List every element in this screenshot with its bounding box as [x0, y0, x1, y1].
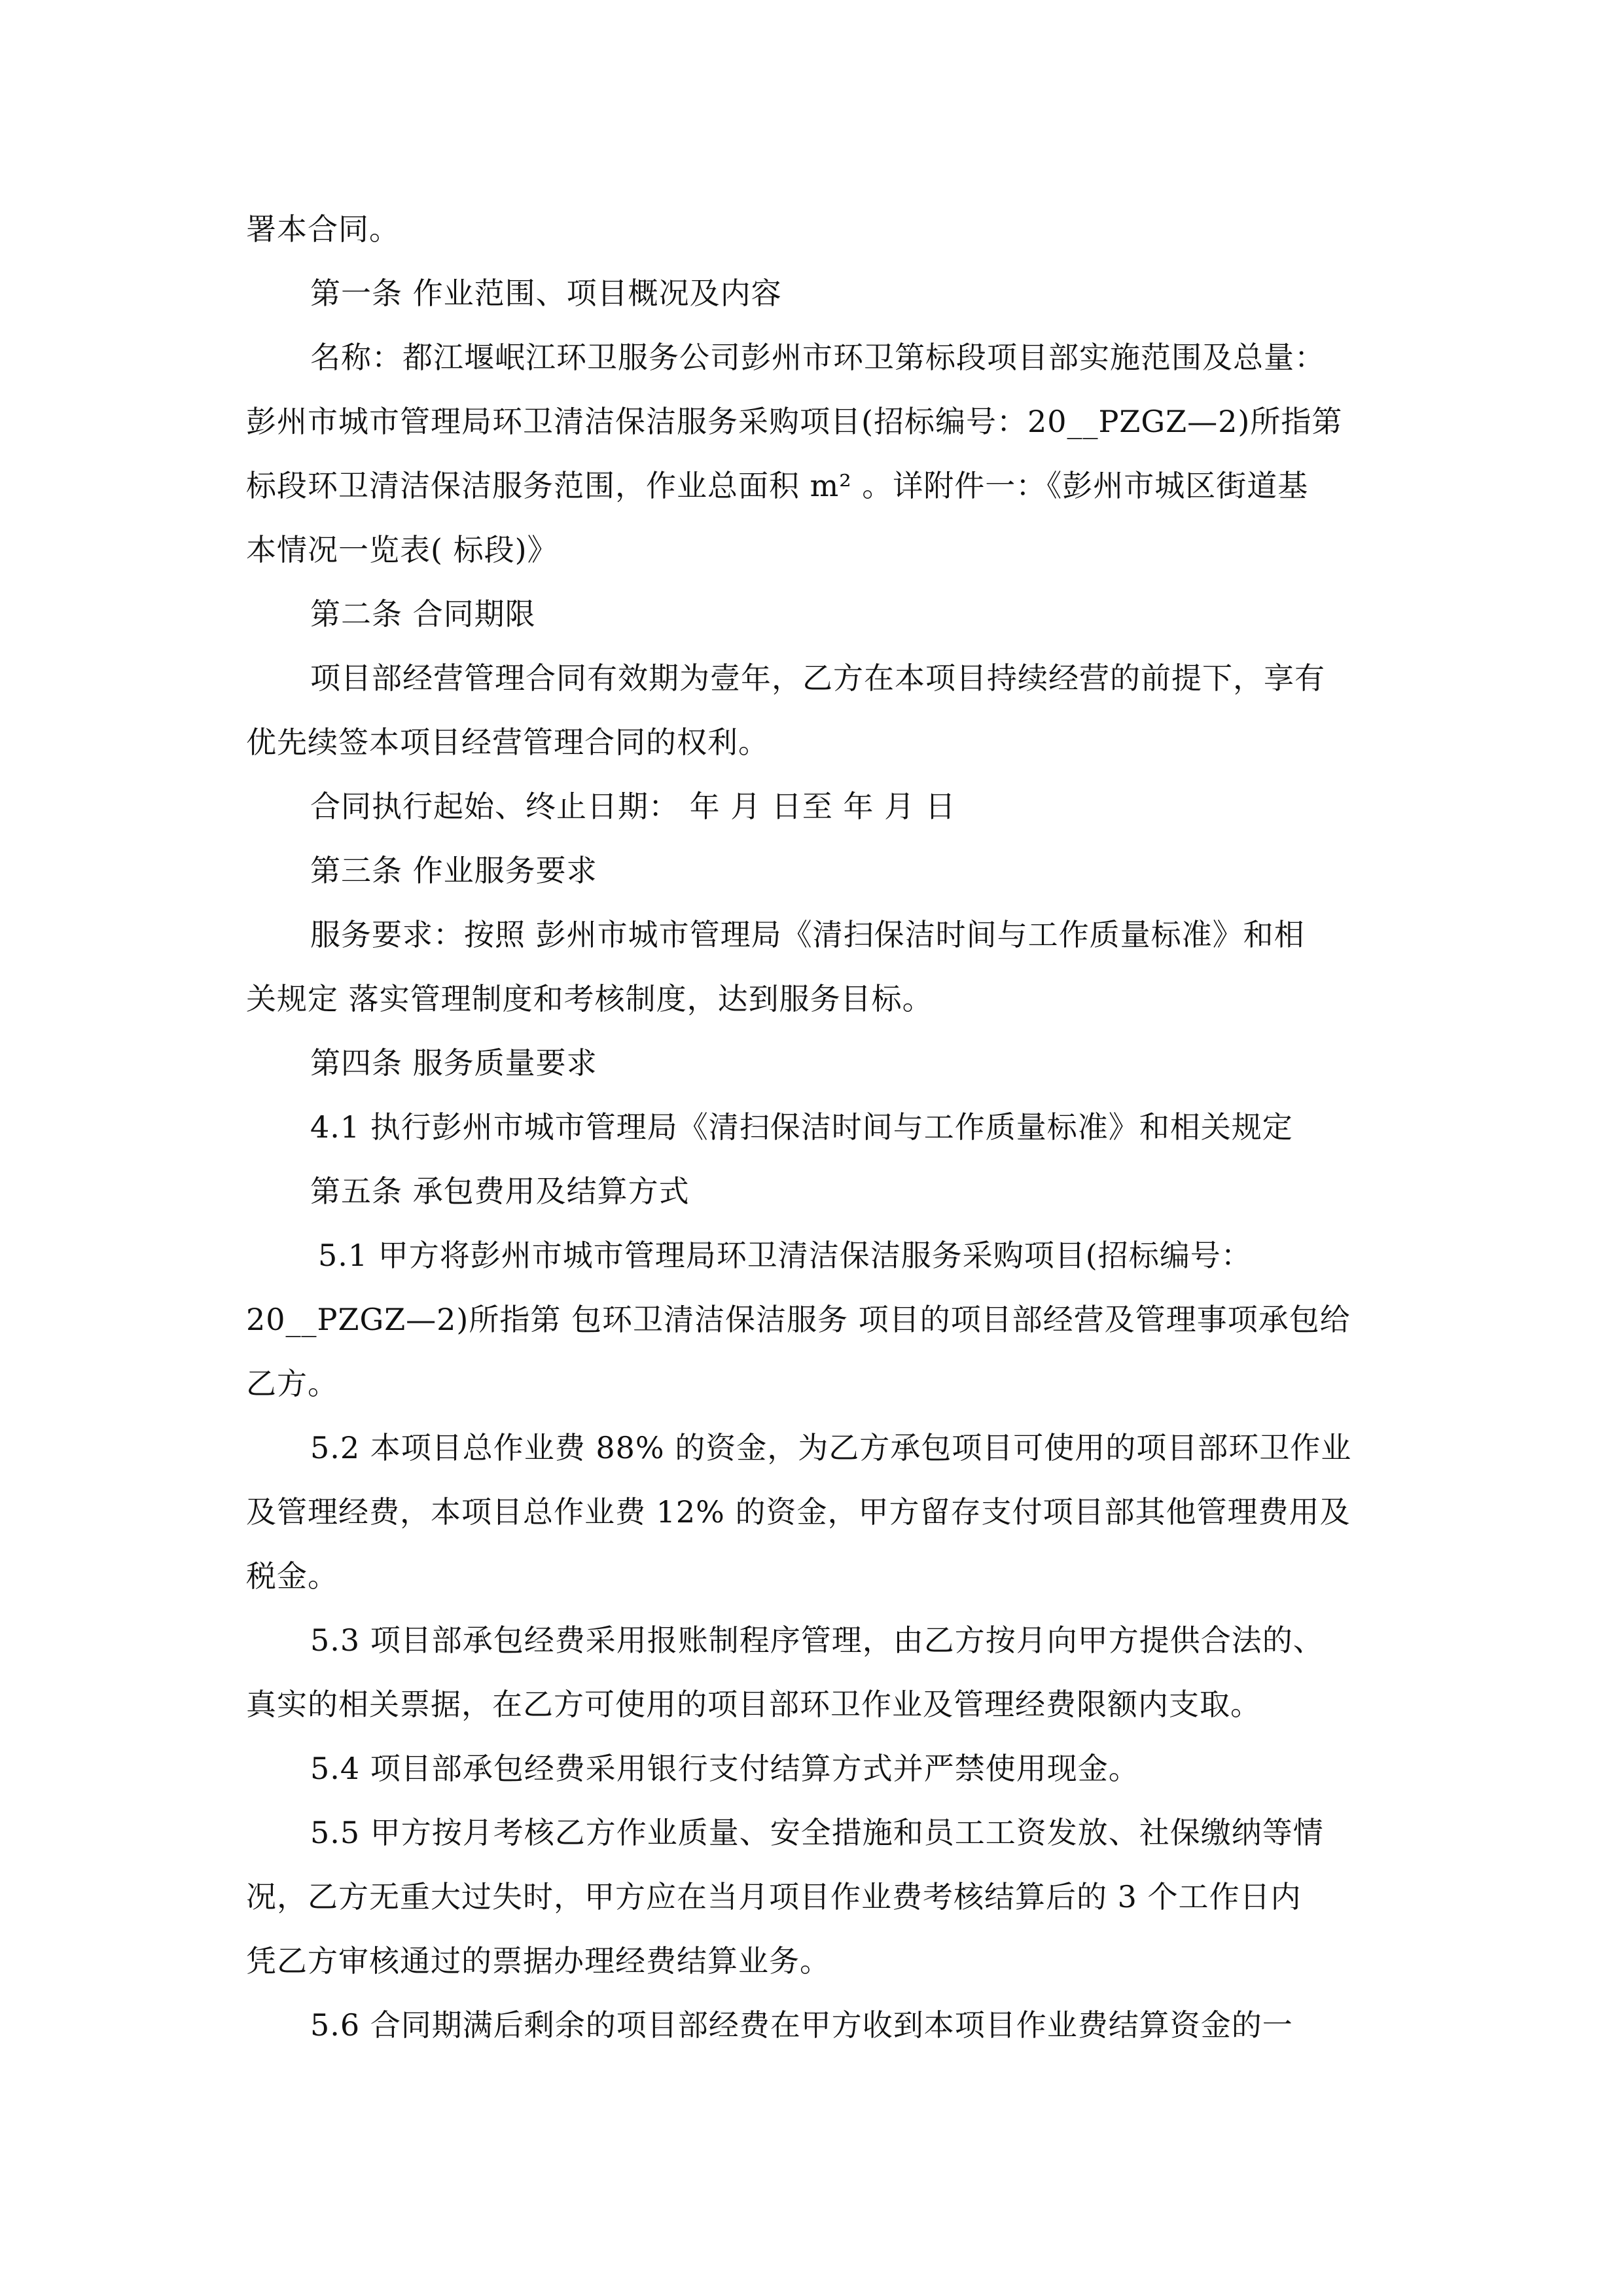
text-line: 5.2 本项目总作业费 88% 的资金，为乙方承包项目可使用的项目部环卫作业: [310, 1430, 1352, 1465]
text-line: 20__PZGZ—2)所指第 包环卫清洁保洁服务 项目的项目部经营及管理事项承包给: [246, 1302, 1351, 1337]
text-line: 5.6 合同期满后剩余的项目部经费在甲方收到本项目作业费结算资金的一: [310, 2007, 1293, 2043]
text-line: 彭州市城市管理局环卫清洁保洁服务采购项目(招标编号：20__PZGZ—2)所指第: [246, 404, 1343, 439]
text-line: 及管理经费，本项目总作业费 12% 的资金，甲方留存支付项目部其他管理费用及: [246, 1494, 1351, 1530]
text-line: 4.1 执行彭州市城市管理局《清扫保洁时间与工作质量标准》和相关规定: [310, 1109, 1293, 1145]
text-line: 署本合同。: [246, 211, 400, 247]
text-line: 税金。: [246, 1558, 338, 1594]
text-line: 5.1 甲方将彭州市城市管理局环卫清洁保洁服务采购项目(招标编号：: [318, 1238, 1252, 1273]
section-heading: 第四条 服务质量要求: [310, 1045, 597, 1081]
text-line: 况，乙方无重大过失时，甲方应在当月项目作业费考核结算后的 3 个工作日内: [246, 1879, 1302, 1914]
text-line: 关规定 落实管理制度和考核制度，达到服务目标。: [246, 981, 933, 1016]
text-line: 乙方。: [246, 1366, 338, 1401]
text-line: 真实的相关票据，在乙方可使用的项目部环卫作业及管理经费限额内支取。: [246, 1687, 1261, 1722]
section-heading: 第一条 作业范围、项目概况及内容: [310, 276, 782, 311]
text-line: 5.5 甲方按月考核乙方作业质量、安全措施和员工工资发放、社保缴纳等情: [310, 1815, 1324, 1850]
text-line: 本情况一览表( 标段)》: [246, 532, 558, 567]
text-line: 5.4 项目部承包经费采用银行支付结算方式并严禁使用现金。: [310, 1751, 1139, 1786]
text-line: 合同执行起始、终止日期： 年 月 日至 年 月 日: [310, 789, 956, 824]
text-line: 项目部经营管理合同有效期为壹年，乙方在本项目持续经营的前提下，享有: [310, 660, 1325, 696]
text-line: 凭乙方审核通过的票据办理经费结算业务。: [246, 1943, 830, 1979]
section-heading: 第二条 合同期限: [310, 596, 536, 632]
text-line: 服务要求：按照 彭州市城市管理局《清扫保洁时间与工作质量标准》和相: [310, 917, 1305, 952]
text-line: 5.3 项目部承包经费采用报账制程序管理，由乙方按月向甲方提供合法的、: [310, 1623, 1324, 1658]
text-line: 标段环卫清洁保洁服务范围，作业总面积 m² 。详附件一：《彭州市城区街道基: [246, 468, 1309, 503]
section-heading: 第五条 承包费用及结算方式: [310, 1174, 690, 1209]
text-line: 名称：都江堰岷江环卫服务公司彭州市环卫第标段项目部实施范围及总量：: [310, 340, 1325, 375]
text-line: 优先续签本项目经营管理合同的权利。: [246, 725, 769, 760]
section-heading: 第三条 作业服务要求: [310, 853, 597, 888]
